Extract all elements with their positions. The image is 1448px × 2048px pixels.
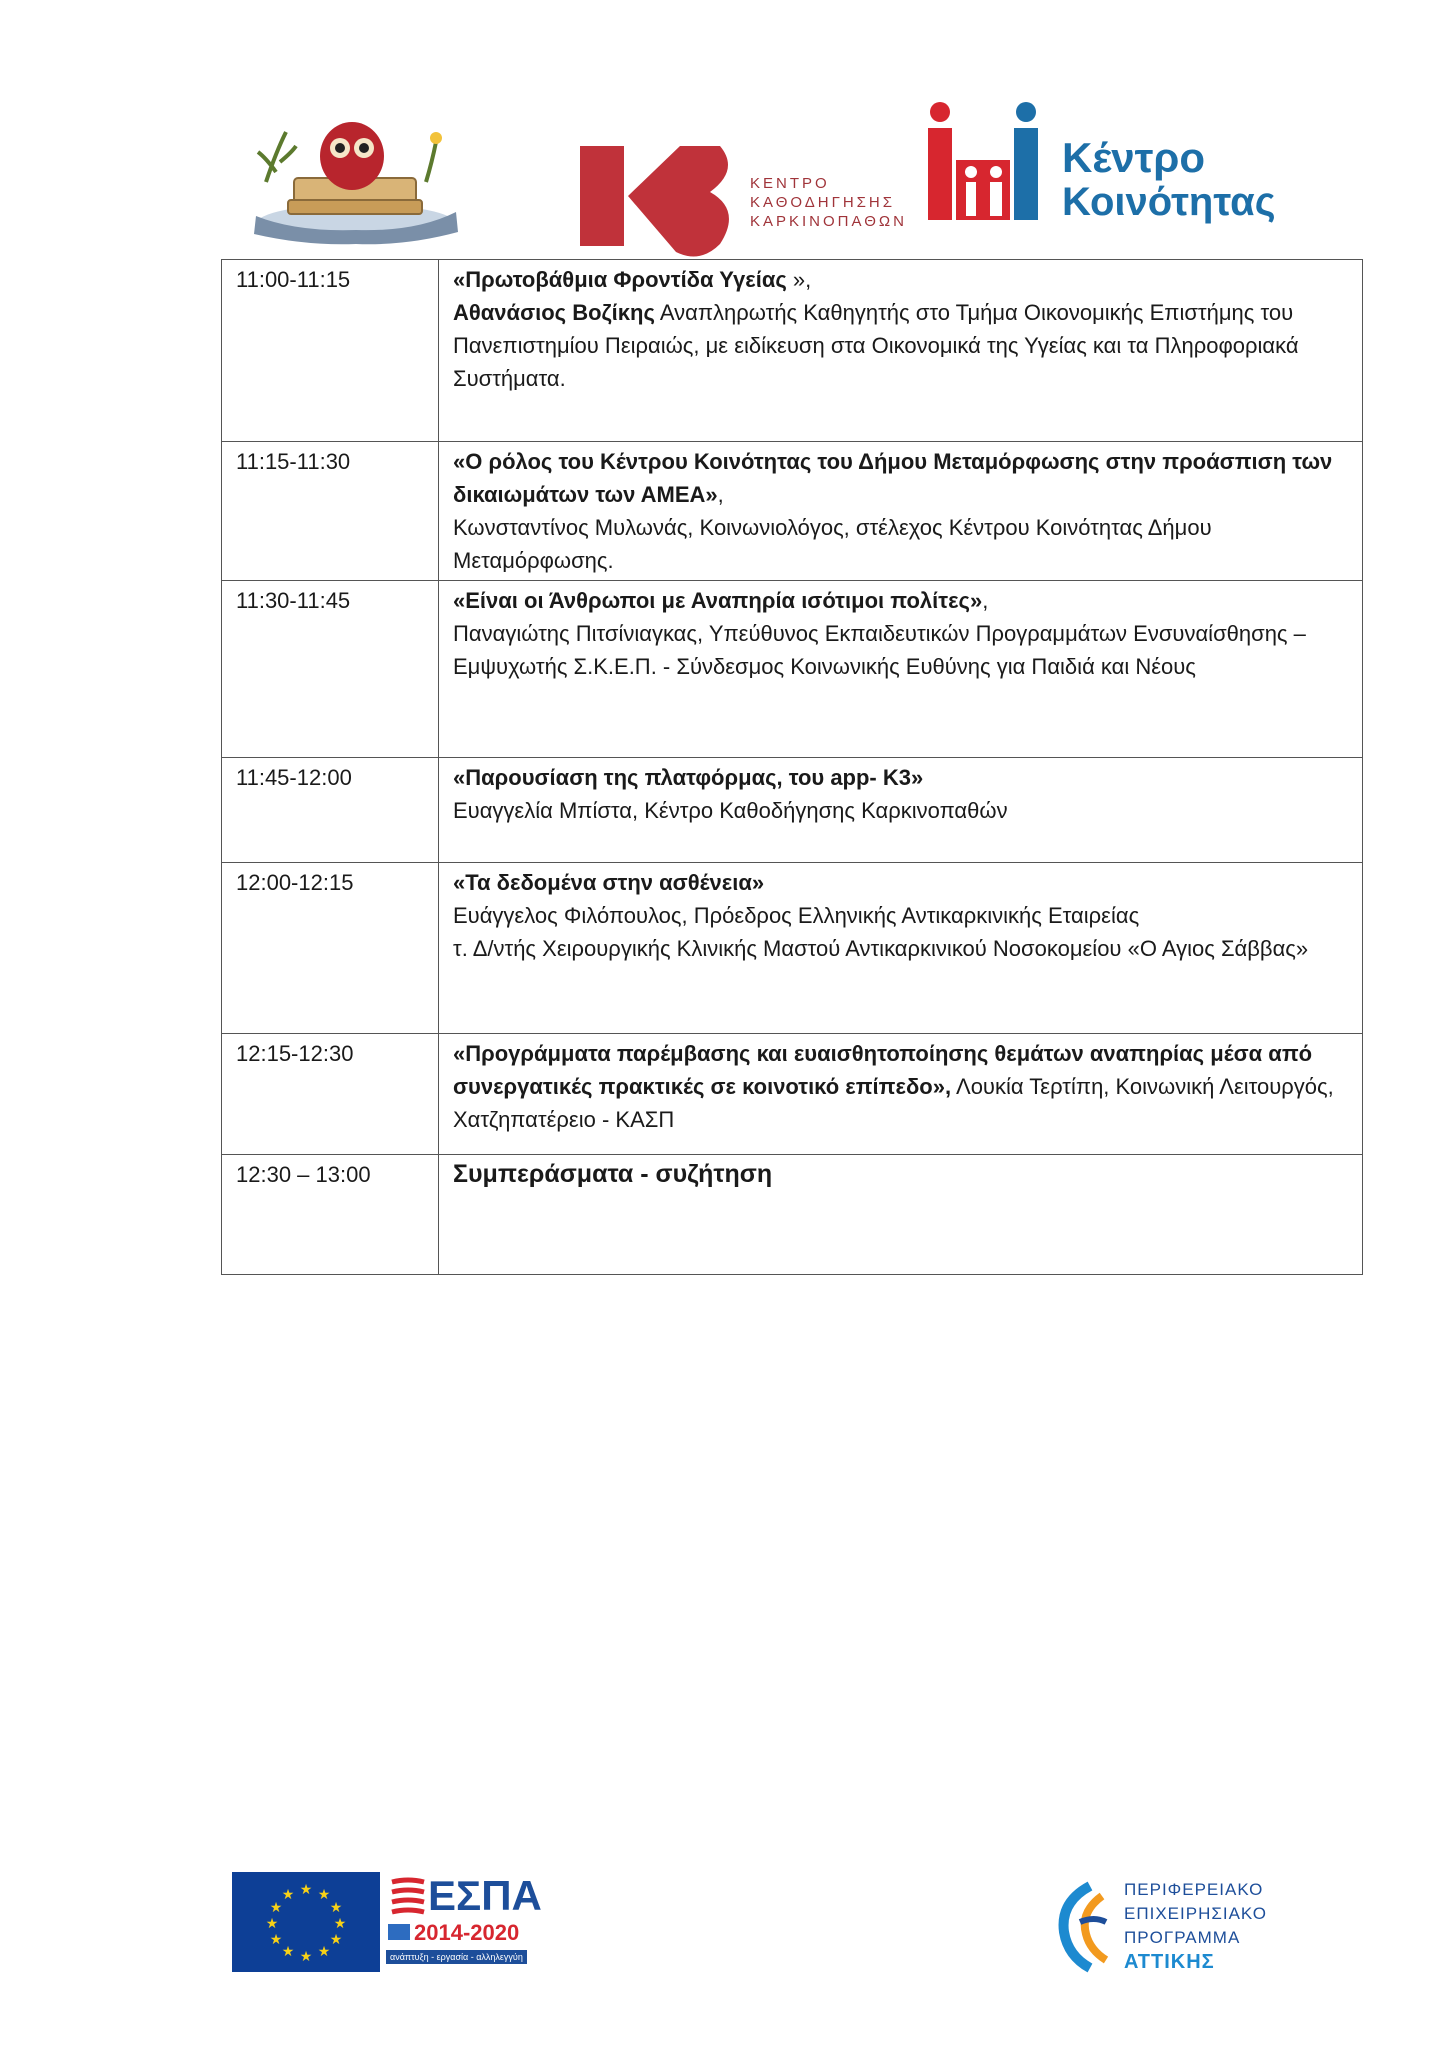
time-cell: 12:15-12:30 [222,1034,439,1155]
session-title: «Παρουσίαση της πλατφόρμας, του app- Κ3» [453,765,924,790]
session-cell [439,1034,1363,1155]
svg-text:★: ★ [317,1887,331,1903]
table-row [222,442,1363,581]
session-cell [439,260,1363,442]
kentro-koinotitas-logo [926,100,1276,226]
espa-motto: ανάπτυξη - εργασία - αλληλεγγύη [386,1950,527,1964]
svg-text:★: ★ [265,1916,279,1932]
time-cell: 11:45-12:00 [222,758,439,863]
svg-text:★: ★ [333,1916,347,1932]
session-title-tail: , [717,482,724,507]
greek-flag-icon [388,1924,410,1940]
session-cell [439,581,1363,758]
svg-text:★: ★ [329,1932,343,1948]
session-details: Παναγιώτης Πιτσίνιαγκας, Υπεύθυνος Εκπαιδευτικών Προγραμμάτων Ενσυναίσθησης – Εμψυχωτής Σ.Κ.Ε.Π. - Σύνδεσμος Κοινωνικής Ευθύνης για Παιδιά και Νέους [453,621,1306,679]
time-cell: 11:30-11:45 [222,581,439,758]
owl-books-logo [236,112,476,248]
time-cell: 11:00-11:15 [222,260,439,442]
espa-name: ΕΣΠΑ [428,1872,542,1919]
time-cell: 12:00-12:15 [222,863,439,1034]
session-title-tail: , [982,588,989,613]
pep-line3: ΠΡΟΓΡΑΜΜΑ [1124,1928,1241,1947]
svg-text:★: ★ [281,1887,295,1903]
svg-text:★: ★ [329,1900,343,1916]
pep-line4: ΑΤΤΙΚΗΣ [1124,1951,1215,1973]
k3-logo [580,140,910,258]
svg-text:★: ★ [299,1882,313,1898]
pep-line1: ΠΕΡΙΦΕΡΕΙΑΚΟ [1124,1880,1264,1899]
time-cell: 12:30 – 13:00 [222,1155,439,1275]
session-details-2: τ. Δ/ντής Χειρουργικής Κλινικής Μαστού Αντικαρκινικού Νοσοκομείου «Ο Αγιος Σάββας» [453,936,1309,961]
k3-logo-line3: ΚΑΡΚΙΝΟΠΑΘΩΝ [750,213,907,230]
table-row [222,758,1363,863]
pep-attikis-logo [1050,1872,1267,1982]
svg-text:★: ★ [299,1949,313,1965]
table-row [222,260,1363,442]
session-details: Ευάγγελος Φιλόπουλος, Πρόεδρος Ελληνικής Αντικαρκινικής Εταιρείας [453,903,1140,928]
pep-line2: ΕΠΙΧΕΙΡΗΣΙΑΚΟ [1124,1904,1267,1923]
table-row [222,863,1363,1034]
session-title-tail: », [786,267,812,292]
session-cell [439,1155,1363,1275]
session-details: Κωνσταντίνος Μυλωνάς, Κοινωνιολόγος, στέλεχος Κέντρου Κοινότητας Δήμου Μεταμόρφωσης. [453,515,1212,573]
svg-text:★: ★ [281,1944,295,1960]
eu-flag-logo [232,1872,380,1972]
svg-text:★: ★ [269,1900,283,1916]
table-row [222,1034,1363,1155]
espa-logo [384,1872,542,1974]
table-row [222,581,1363,758]
espa-years: 2014-2020 [414,1920,520,1945]
session-details: Αναπληρωτής Καθηγητής στο Τμήμα Οικονομικής Επιστήμης του Πανεπιστημίου Πειραιώς, με ειδίκευση στα Οικονομικά της Υγείας και τα Πληροφοριακά Συστήματα. [453,300,1299,391]
session-title: Συμπεράσματα - συζήτηση [453,1160,773,1188]
session-cell [439,758,1363,863]
session-title-tail: Λουκία Τερτίπη, Κοινωνική Λειτουργός, Χατζηπατέρειο - ΚΑΣΠ [453,1074,1334,1132]
table-row [222,1155,1363,1275]
session-title: «Προγράμματα παρέμβασης και ευαισθητοποίησης θεμάτων αναπηρίας μέσα από συνεργατικές πρακτικές σε κοινοτικό επίπεδο», [453,1041,1313,1099]
session-title: «Τα δεδομένα στην ασθένεια» [453,870,765,895]
time-cell: 11:15-11:30 [222,442,439,581]
speaker-name: Αθανάσιος Βοζίκης [453,300,655,325]
session-cell [439,442,1363,581]
session-title: «Ο ρόλος του Κέντρου Κοινότητας του Δήμου Μεταμόρφωσης στην προάσπιση των δικαιωμάτων των ΑΜΕΑ» [453,449,1333,507]
schedule-table [221,259,1363,1275]
k3-logo-line1: ΚΕΝΤΡΟ [750,175,830,192]
kentro-logo-line2: Κοινότητας [1062,180,1276,224]
k3-logo-line2: ΚΑΘΟΔΗΓΗΣΗΣ [750,194,896,211]
session-details: Ευαγγελία Μπίστα, Κέντρο Καθοδήγησης Καρκινοπαθών [453,798,1008,823]
svg-text:★: ★ [317,1944,331,1960]
session-title: «Πρωτοβάθμια Φροντίδα Υγείας [453,267,787,292]
session-cell [439,863,1363,1034]
kentro-logo-line1: Κέντρο [1062,134,1206,181]
session-title: «Είναι οι Άνθρωποι με Αναπηρία ισότιμοι πολίτες» [453,588,983,613]
svg-text:★: ★ [269,1932,283,1948]
